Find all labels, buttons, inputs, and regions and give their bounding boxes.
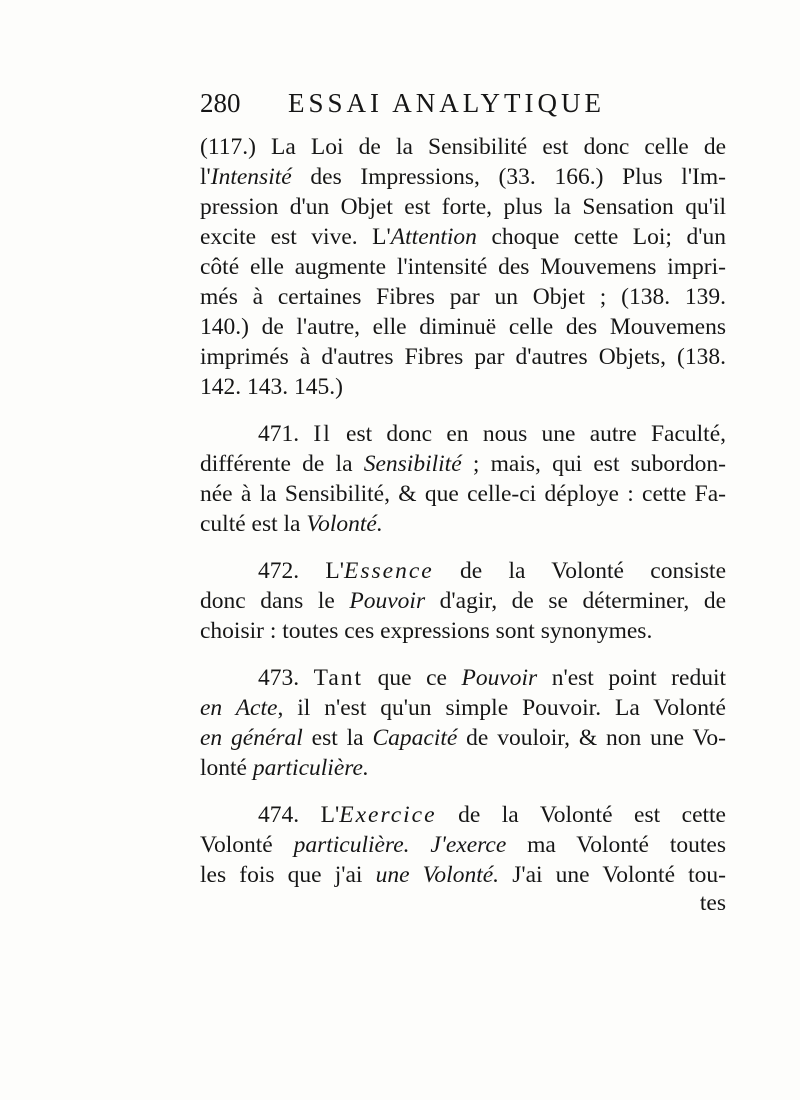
italic-text: Sensibilité [363, 451, 462, 477]
text-run: 474. L' [258, 802, 340, 828]
text-run: est donc en nous une autre Faculté, [331, 421, 726, 447]
text-line [258, 419, 726, 449]
text-line [200, 509, 726, 539]
text-run: est la [302, 725, 373, 751]
text-line [200, 372, 726, 402]
italic-text: particulière. [293, 832, 410, 858]
italic-text: Intensité [210, 164, 292, 190]
text-run [410, 832, 431, 858]
text-line [200, 342, 726, 372]
text-run: des Impressions, (33. 166.) Plus l'Im- [291, 164, 726, 190]
text-line [258, 556, 726, 586]
italic-text: particulière. [252, 755, 369, 781]
text-run: ; mais, qui est subordon- [461, 451, 727, 477]
text-run: imprimés à d'autres Fibres par d'autres Objets, (138. [200, 344, 726, 370]
italic-text: Exercice [339, 802, 437, 828]
text-run: n'est point reduit [537, 665, 727, 691]
italic-text: Pouvoir [461, 665, 538, 691]
text-run: choisir : toutes ces expressions sont synonymes. [200, 618, 653, 644]
text-run: tes [699, 890, 726, 916]
text-run: J'ai une Volonté tou- [499, 862, 727, 888]
text-run: l' [200, 164, 211, 190]
text-line [200, 479, 726, 509]
italic-text: Essence [344, 558, 434, 584]
text-run: lonté [200, 755, 253, 781]
text-line [200, 252, 726, 282]
text-run: que ce [363, 665, 462, 691]
italic-text: Volonté. [306, 511, 383, 537]
text-run: més à certaines Fibres par un Objet ; (138. 139. [200, 284, 726, 310]
text-line [200, 282, 726, 312]
text-run: 472. L' [258, 558, 345, 584]
small-caps-text: Tant [313, 665, 364, 691]
text-run: donc dans le [200, 588, 350, 614]
text-run: 473. [258, 665, 314, 691]
italic-text: en Acte [200, 695, 278, 721]
text-line [200, 723, 726, 753]
text-run: Volonté [200, 832, 294, 858]
catchword [200, 888, 726, 918]
page-number: 280 [200, 88, 241, 118]
text-line [200, 693, 726, 723]
text-run: (117.) La Loi de la Sensibilité est donc celle de [200, 134, 726, 160]
running-head: ESSAI ANALYTIQUE [288, 88, 606, 118]
text-line [258, 663, 726, 693]
text-line [200, 830, 726, 860]
text-run: 142. 143. 145.) [200, 374, 343, 400]
italic-text: une Volonté. [375, 862, 500, 888]
text-run: née à la Sensibilité, & que celle-ci déploye : cette Fa- [200, 481, 726, 507]
italic-text: en général [200, 725, 303, 751]
text-line [200, 860, 726, 890]
page-header [200, 88, 660, 124]
text-run: différente de la [200, 451, 364, 477]
text-run: pression d'un Objet est forte, plus la Sensation qu'il [200, 194, 726, 220]
text-run: 471. [258, 421, 314, 447]
italic-text: Capacité [372, 725, 458, 751]
text-run: 140.) de l'autre, elle diminuë celle des Mouvemens [200, 314, 726, 340]
text-run: ma Volonté toutes [506, 832, 726, 858]
small-caps-text: Il [313, 421, 332, 447]
text-run: de la Volonté est cette [436, 802, 726, 828]
text-line [258, 800, 726, 830]
text-run: de vouloir, & non une Vo- [457, 725, 726, 751]
text-run: culté est la [200, 511, 307, 537]
text-run: de la Volonté consiste [433, 558, 726, 584]
text-run: d'agir, de se déterminer, de [425, 588, 726, 614]
italic-text: Attention [390, 224, 477, 250]
text-line [200, 162, 726, 192]
text-line [200, 753, 726, 783]
text-line [200, 616, 726, 646]
italic-text: Pouvoir [349, 588, 426, 614]
text-run: les fois que j'ai [200, 862, 376, 888]
italic-text: J'exerce [430, 832, 507, 858]
text-line [200, 586, 726, 616]
text-run: côté elle augmente l'intensité des Mouvemens impri- [200, 254, 726, 280]
text-run: excite est vive. L' [200, 224, 391, 250]
text-line [200, 312, 726, 342]
text-run: , il n'est qu'un simple Pouvoir. La Volonté [277, 695, 726, 721]
text-line [200, 449, 726, 479]
text-line [200, 222, 726, 252]
text-line [200, 192, 726, 222]
text-line [200, 132, 726, 162]
text-run: choque cette Loi; d'un [476, 224, 726, 250]
